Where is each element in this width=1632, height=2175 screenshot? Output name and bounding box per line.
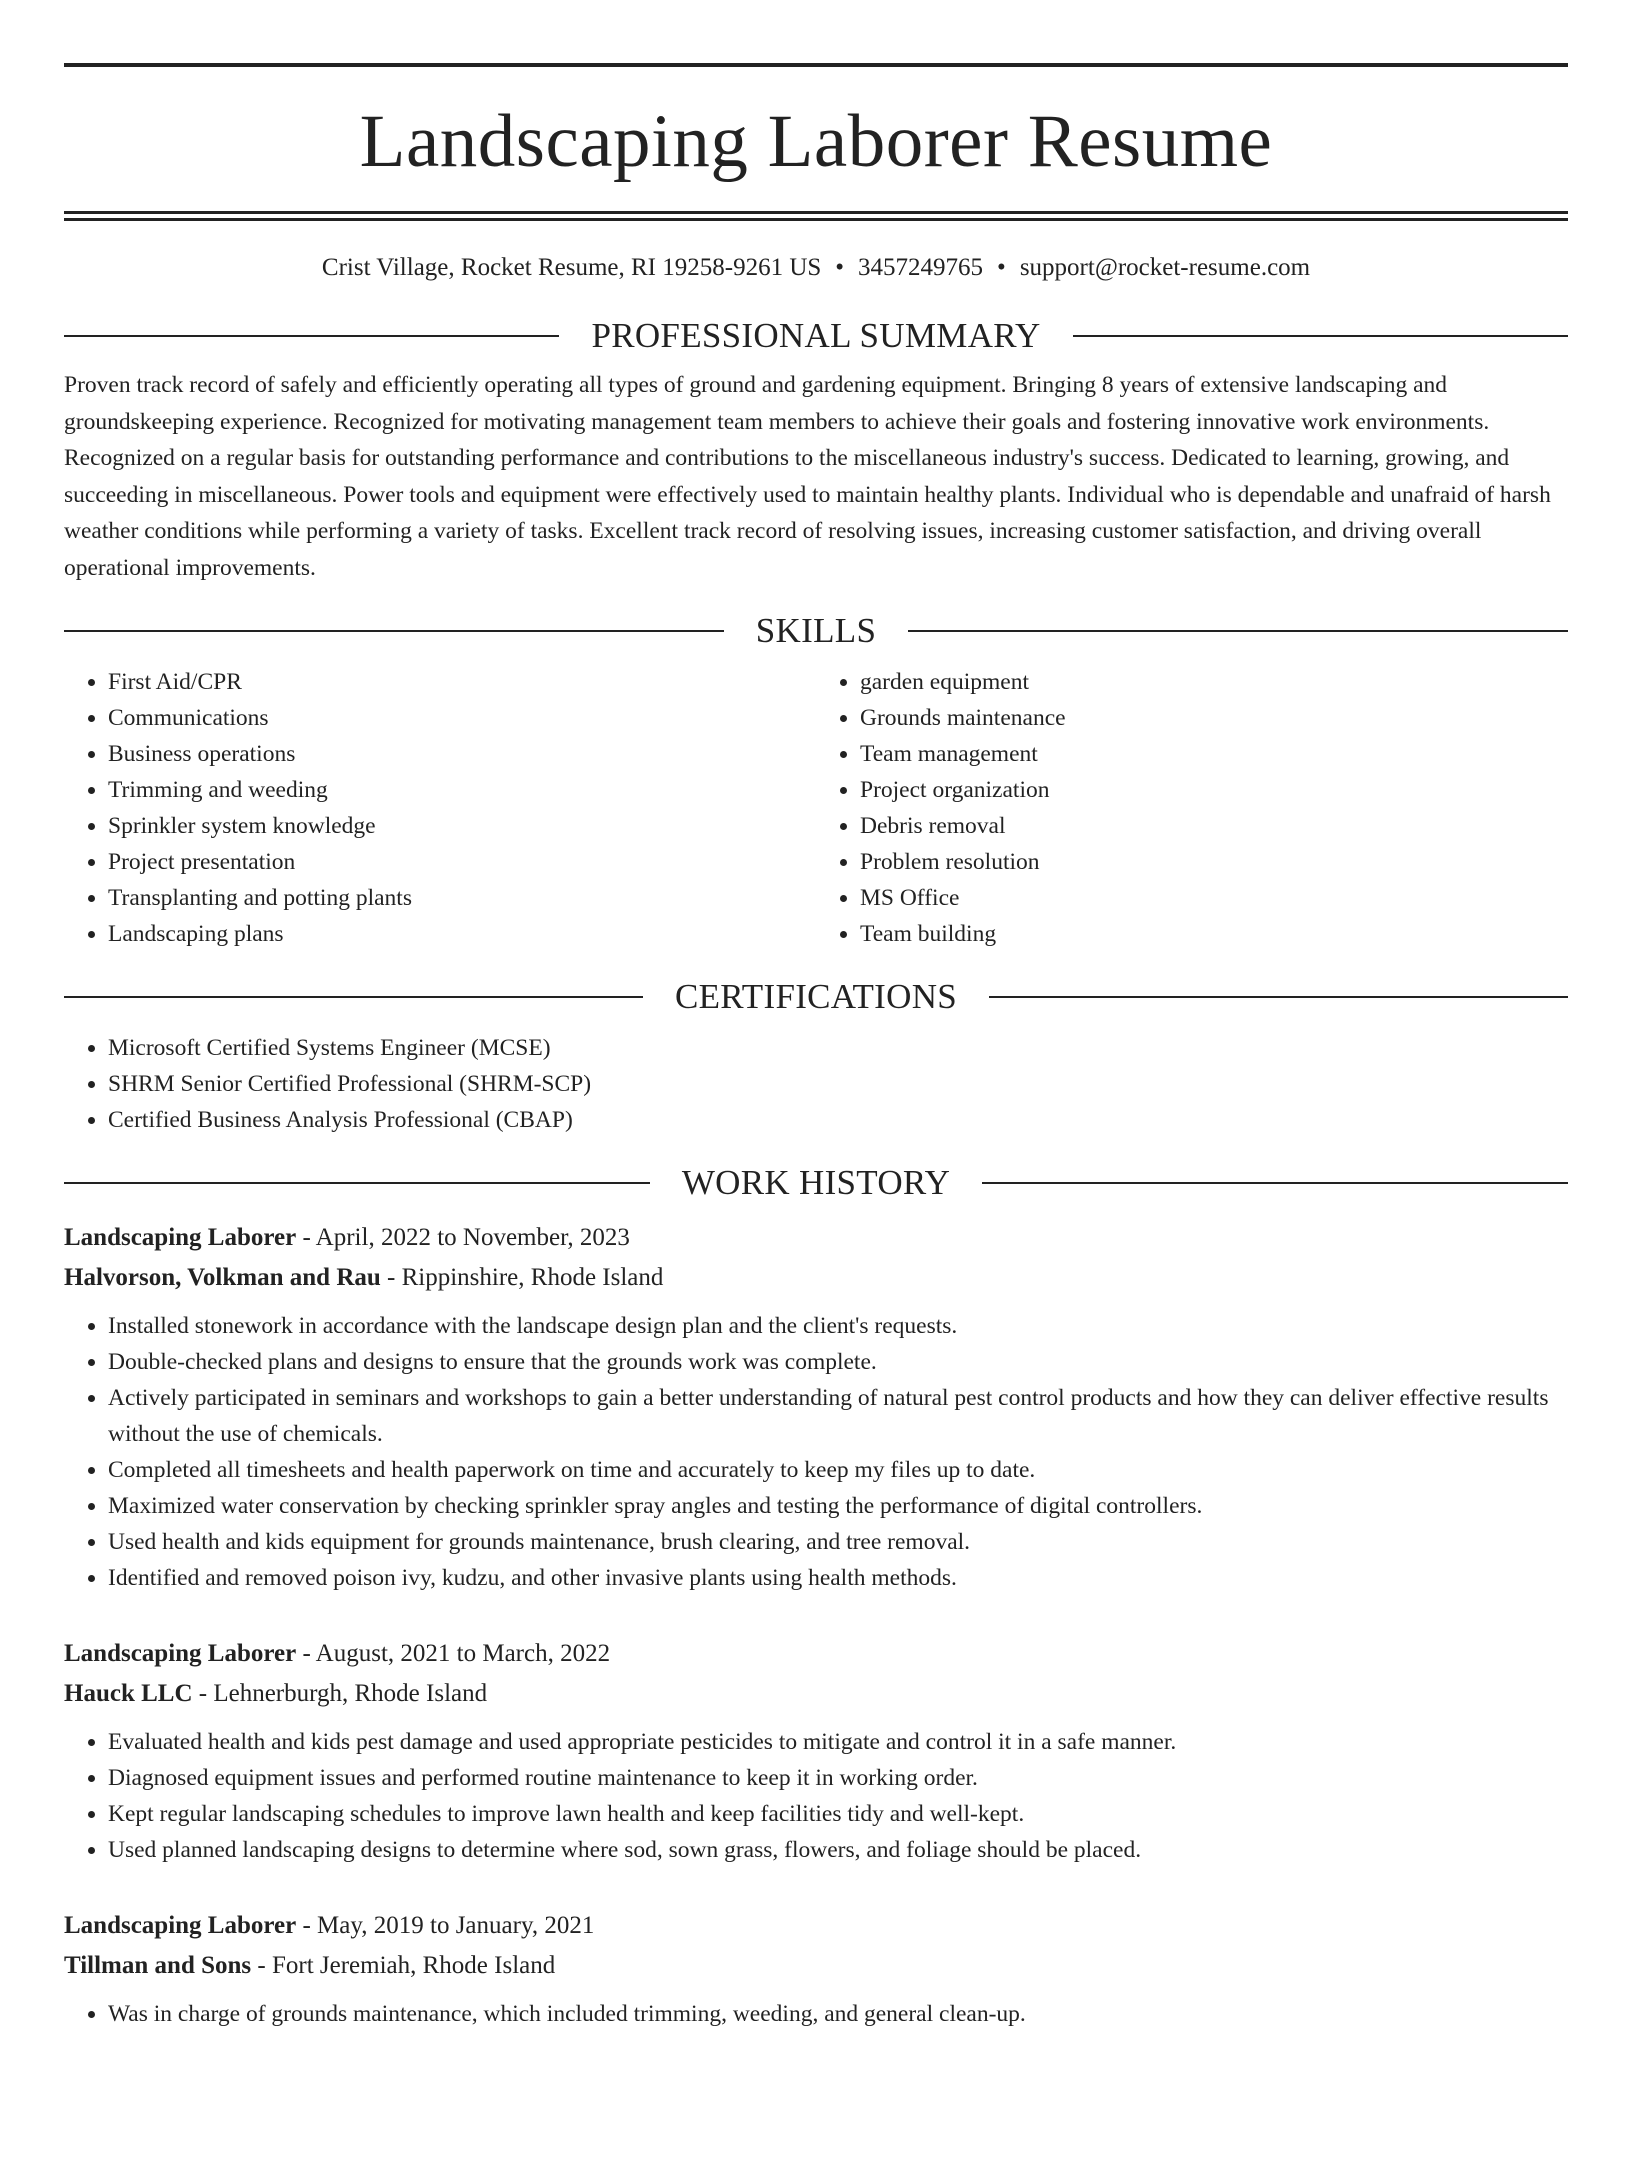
contact-phone: 3457249765 xyxy=(858,254,984,281)
job-bullet: • Completed all timesheets and health paperwork on time and accurately to keep my files up to date. xyxy=(108,1452,1568,1488)
job-dates: - April, 2022 to November, 2023 xyxy=(296,1224,630,1251)
skill-item: • garden equipment xyxy=(860,664,1568,700)
job-location: - Fort Jeremiah, Rhode Island xyxy=(251,1952,556,1979)
skill-item: • Grounds maintenance xyxy=(860,700,1568,736)
certifications-list xyxy=(64,1030,1568,1138)
job-location: - Rippinshire, Rhode Island xyxy=(380,1264,664,1291)
skills-list-right xyxy=(816,664,1568,952)
section-title-summary: PROFESSIONAL SUMMARY xyxy=(591,316,1041,355)
job-title-line xyxy=(64,1218,1568,1258)
section-title-certifications: CERTIFICATIONS xyxy=(674,977,958,1016)
contact-address: Crist Village, Rocket Resume, RI 19258-9261 US xyxy=(321,254,822,281)
job-bullet: • Actively participated in seminars and workshops to gain a better understanding of natural pest control products and how they can deliver effective results without the use of chemicals. xyxy=(108,1380,1568,1452)
certification-item: • Certified Business Analysis Professional (CBAP) xyxy=(108,1102,1568,1138)
job-company: Hauck LLC xyxy=(64,1680,193,1707)
contact-line xyxy=(64,252,1568,284)
summary-text: Proven track record of safely and efficiently operating all types of ground and gardening equipment. Bringing 8 years of extensive landscaping and groundskeeping experience. Recognized for motivating management team members to achieve their goals and fostering innovative work environments. Recognized on a regular basis for outstanding performance and contributions to the miscellaneous industry's success. Dedicated to learning, growing, and succeeding in miscellaneous. Power tools and equipment were effectively used to maintain healthy plants. Individual who is dependable and unafraid of harsh weather conditions while performing a variety of tasks. Excellent track record of resolving issues, increasing customer satisfaction, and driving overall operational improvements. xyxy=(64,372,1551,581)
divider-line xyxy=(908,630,1568,632)
skills-list-left xyxy=(64,664,816,952)
contact-separator: • xyxy=(997,254,1006,281)
job-bullet-list xyxy=(64,1308,1568,1596)
certification-item: • SHRM Senior Certified Professional (SHRM-SCP) xyxy=(108,1066,1568,1102)
job-spacer xyxy=(64,1868,1568,1892)
section-header-certifications xyxy=(64,976,1568,1018)
job-bullet: • Kept regular landscaping schedules to improve lawn health and keep facilities tidy and well-kept. xyxy=(108,1796,1568,1832)
skill-item: • MS Office xyxy=(860,880,1568,916)
job-title-line xyxy=(64,1906,1568,1946)
job-bullet-list xyxy=(64,1996,1568,2032)
certification-item: • Microsoft Certified Systems Engineer (MCSE) xyxy=(108,1030,1568,1066)
divider-line xyxy=(64,335,559,337)
resume-title: Landscaping Laborer Resume xyxy=(359,100,1273,183)
job-bullet: • Double-checked plans and designs to ensure that the grounds work was complete. xyxy=(108,1344,1568,1380)
divider-line xyxy=(982,1182,1568,1184)
title-double-rule xyxy=(64,211,1568,221)
section-header-work-history xyxy=(64,1162,1568,1204)
divider-line xyxy=(64,996,643,998)
job-bullet: • Maximized water conservation by checking sprinkler spray angles and testing the performance of digital controllers. xyxy=(108,1488,1568,1524)
skill-item: • Business operations xyxy=(108,736,816,772)
section-header-skills xyxy=(64,610,1568,652)
job-bullet: • Diagnosed equipment issues and performed routine maintenance to keep it in working order. xyxy=(108,1760,1568,1796)
job-bullet: • Used health and kids equipment for grounds maintenance, brush clearing, and tree removal. xyxy=(108,1524,1568,1560)
skill-item: • Transplanting and potting plants xyxy=(108,880,816,916)
divider-line xyxy=(989,996,1568,998)
job-dates: - August, 2021 to March, 2022 xyxy=(296,1640,611,1667)
job-entry xyxy=(64,1218,1568,1596)
skill-item: • Team management xyxy=(860,736,1568,772)
job-bullet: • Was in charge of grounds maintenance, which included trimming, weeding, and general clean-up. xyxy=(108,1996,1568,2032)
skill-item: • Sprinkler system knowledge xyxy=(108,808,816,844)
section-title-work-history: WORK HISTORY xyxy=(681,1163,951,1202)
resume-page xyxy=(0,63,1632,2175)
job-bullet: • Used planned landscaping designs to determine where sod, sown grass, flowers, and foliage should be placed. xyxy=(108,1832,1568,1868)
job-company-line xyxy=(64,1946,1568,1986)
job-company: Halvorson, Volkman and Rau xyxy=(64,1264,381,1291)
job-company-line xyxy=(64,1258,1568,1298)
skill-item: • Team building xyxy=(860,916,1568,952)
job-bullet: • Evaluated health and kids pest damage and used appropriate pesticides to mitigate and control it in a safe manner. xyxy=(108,1724,1568,1760)
skill-item: • Project presentation xyxy=(108,844,816,880)
contact-email: support@rocket-resume.com xyxy=(1019,254,1311,281)
job-dates: - May, 2019 to January, 2021 xyxy=(296,1912,595,1939)
top-rule xyxy=(64,63,1568,67)
skill-item: • Communications xyxy=(108,700,816,736)
skill-item: • Landscaping plans xyxy=(108,916,816,952)
divider-line xyxy=(1073,335,1568,337)
job-bullet: • Installed stonework in accordance with the landscape design plan and the client's requests. xyxy=(108,1308,1568,1344)
job-spacer xyxy=(64,1596,1568,1620)
job-title: Landscaping Laborer xyxy=(64,1640,297,1667)
job-location: - Lehnerburgh, Rhode Island xyxy=(192,1680,488,1707)
skills-columns xyxy=(64,664,1568,952)
divider-line xyxy=(64,630,724,632)
job-entry xyxy=(64,1596,1568,1868)
job-bullet: • Identified and removed poison ivy, kudzu, and other invasive plants using health methods. xyxy=(108,1560,1568,1596)
job-company-line xyxy=(64,1674,1568,1714)
divider-line xyxy=(64,1182,650,1184)
section-title-skills: SKILLS xyxy=(755,611,877,650)
skill-item: • First Aid/CPR xyxy=(108,664,816,700)
skill-item: • Project organization xyxy=(860,772,1568,808)
skill-item: • Trimming and weeding xyxy=(108,772,816,808)
work-history-list xyxy=(64,1218,1568,2032)
job-title: Landscaping Laborer xyxy=(64,1224,297,1251)
section-header-summary xyxy=(64,315,1568,357)
job-bullet-list xyxy=(64,1724,1568,1868)
job-title-line xyxy=(64,1634,1568,1674)
job-company: Tillman and Sons xyxy=(64,1952,252,1979)
job-entry xyxy=(64,1868,1568,2032)
skill-item: • Problem resolution xyxy=(860,844,1568,880)
skill-item: • Debris removal xyxy=(860,808,1568,844)
contact-separator: • xyxy=(835,254,845,281)
job-title: Landscaping Laborer xyxy=(64,1912,297,1939)
